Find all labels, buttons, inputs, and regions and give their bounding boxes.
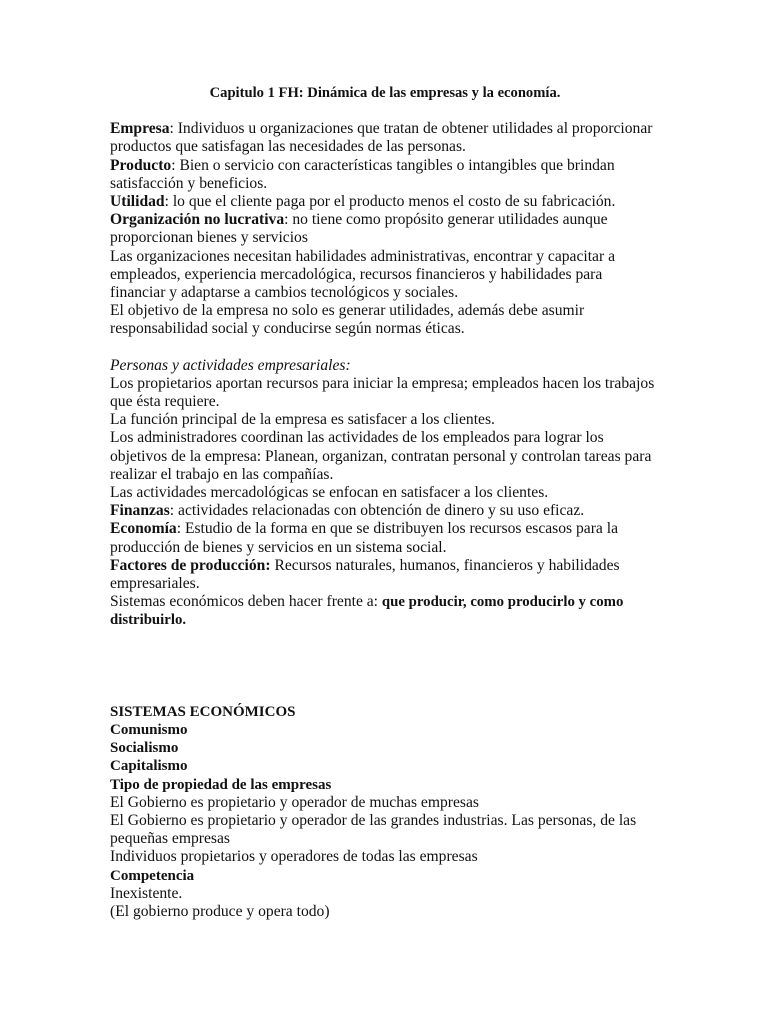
definition-term: Economía [110,520,177,538]
systems-heading: SISTEMAS ECONÓMICOS [110,703,296,720]
definition-text: Bien o servicio con características tangibles o intangibles que brindan satisfacción y beneficios. [110,156,615,192]
system-type-comunismo: Comunismo [110,721,188,738]
definition-text: Recursos naturales, humanos, financieros y habilidades empresariales. [110,556,620,593]
competition-line: (El gobierno produce y opera todo) [110,902,330,920]
definition-text: lo que el cliente paga por el producto menos el costo de su fabricación. [172,193,616,211]
definition-separator: : [164,193,173,211]
body-paragraph: Los propietarios aportan recursos para iniciar la empresa; empleados hacen los trabajos que ésta requiere. [110,374,655,411]
definition-factores-de-produccion [110,557,660,593]
system-type-capitalismo: Capitalismo [110,758,188,775]
body-paragraph: Las actividades mercadológicas se enfocan en satisfacer a los clientes. [110,484,549,502]
definition-separator: : [169,502,179,520]
competition-heading: Competencia [110,867,195,884]
definition-separator: : [284,211,293,229]
ownership-line: El Gobierno es propietario y operador de muchas empresas [110,793,479,811]
definition-text: Individuos u organizaciones que tratan de obtener utilidades al proporcionar productos que satisfagan las necesidades de las personas. [110,120,653,156]
definition-term: Finanzas [110,502,170,520]
body-paragraph: Los administradores coordinan las actividades de los empleados para lograr los objetivos de la empresa: Planean, organizan, contratan personal y controlan tareas para realizar el trabajo en las compañías. [110,429,652,483]
definition-separator: : [176,520,185,538]
ownership-line: El Gobierno es propietario y operador de las grandes industrias. Las personas, de las pequeñas empresas [110,811,637,848]
section-heading: Personas y actividades empresariales: [110,356,351,374]
system-type-socialismo: Socialismo [110,740,179,757]
section-spacer [110,630,660,703]
definition-term: Organización no lucrativa [110,211,285,229]
ownership-line: Individuos propietarios y operadores de todas las empresas [110,848,478,866]
body-paragraph: La función principal de la empresa es satisfacer a los clientes. [110,411,495,429]
ownership-heading: Tipo de propiedad de las empresas [110,776,332,793]
intro-section [110,120,660,338]
conclusion-bold: que producir, como producirlo y como distribuirlo. [110,594,624,629]
definition-separator: : [169,120,178,138]
conclusion-paragraph [110,593,660,629]
definition-term: Producto [110,156,172,174]
definition-organizacion-no-lucrativa [110,211,660,247]
definition-text: Estudio de la forma en que se distribuyen los recursos escasos para la producción de bienes y servicios en un sistema social. [110,520,618,556]
definition-separator: : [171,156,180,174]
definition-text: actividades relacionadas con obtención de dinero y su uso eficaz. [178,502,585,520]
definition-term: Empresa [110,120,170,138]
document-page [110,84,660,921]
page-title: Capitulo 1 FH: Dinámica de las empresas y la economía. [209,85,561,101]
definition-utilidad [110,193,660,211]
intro-paragraph: El objetivo de la empresa no solo es generar utilidades, además debe asumir responsabilidad social y conducirse según normas éticas. [110,302,585,338]
definition-term: Utilidad [110,193,165,211]
definition-economia [110,520,660,556]
definition-finanzas [110,502,660,520]
definition-empresa [110,120,660,156]
definition-producto [110,157,660,193]
conclusion-prefix: Sistemas económicos deben hacer frente a: [110,593,382,611]
economic-systems-section [110,703,660,921]
intro-paragraph: Las organizaciones necesitan habilidades administrativas, encontrar y capacitar a empleados, experiencia mercadológica, recursos financieros y habilidades para financiar y adaptarse a cambios tecnológicos y sociales. [110,247,615,302]
definition-term: Factores de producción: [110,556,271,574]
business-activities-section [110,357,660,630]
competition-line: Inexistente. [110,884,183,902]
definition-text: no tiene como propósito generar utilidades aunque proporcionan bienes y servicios [110,211,608,247]
